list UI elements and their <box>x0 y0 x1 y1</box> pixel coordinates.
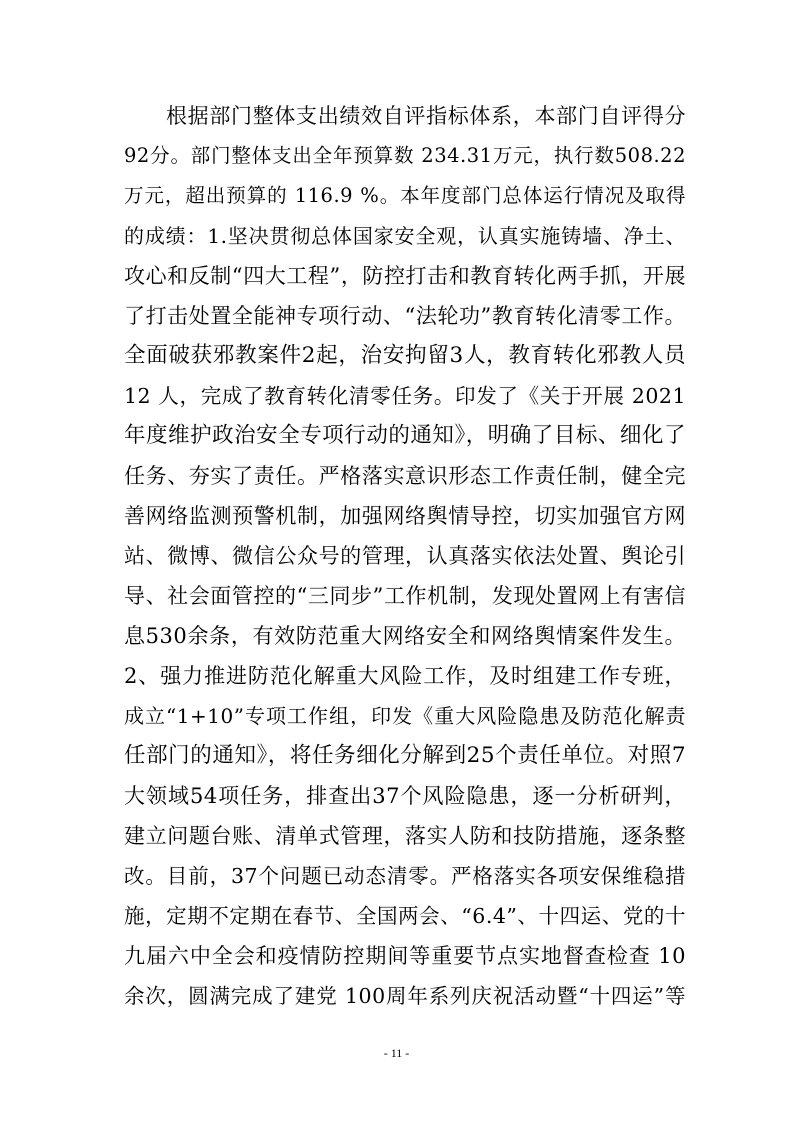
text-line: 施，定期不定期在春节、全国两会、“6.4”、十四运、党的十 <box>124 904 686 928</box>
text-line: 任务、夯实了责任。严格落实意识形态工作责任制，健全完 <box>124 464 686 488</box>
text-line: 万元，超出预算的 116.9 %。本年度部门总体运行情况及取得 <box>124 184 686 207</box>
text-line: 大领域54项任务，排查出37个风险隐患，逐一分析研判， <box>124 784 686 808</box>
text-line: 善网络监测预警机制，加强网络舆情导控，切实加强官方网 <box>124 504 686 528</box>
text-line: 九届六中全会和疫情防控期间等重要节点实地督查检查 10 <box>124 944 686 968</box>
text-line: 余次，圆满完成了建党 100周年系列庆祝活动暨“十四运”等 <box>124 984 686 1008</box>
text-line: 站、微博、微信公众号的管理，认真落实依法处置、舆论引 <box>124 544 686 568</box>
text-line: 年度维护政治安全专项行动的通知》，明确了目标、细化了 <box>124 423 686 448</box>
text-line: 导、社会面管控的“三同步”工作机制，发现处置网上有害信 <box>124 584 686 608</box>
text-line: 的成绩：1.坚决贯彻总体国家安全观，认真实施铸墙、净土、 <box>124 224 686 248</box>
text-line: 息530余条，有效防范重大网络安全和网络舆情案件发生。 <box>124 624 686 648</box>
text-line: 建立问题台账、清单式管理，落实人防和技防措施，逐条整 <box>124 824 686 848</box>
text-line: 根据部门整体支出绩效自评指标体系，本部门自评得分 <box>166 104 686 128</box>
text-line: 改。目前，37个问题已动态清零。严格落实各项安保维稳措 <box>124 864 686 888</box>
text-line: 任部门的通知》，将任务细化分解到25个责任单位。对照7 <box>124 743 686 768</box>
page-number: - 11 - <box>383 1046 410 1060</box>
text-line: 2、强力推进防范化解重大风险工作，及时组建工作专班， <box>124 664 686 688</box>
text-line: 12 人，完成了教育转化清零任务。印发了《关于开展 2021 <box>124 384 686 408</box>
text-line: 成立“1+10”专项工作组，印发《重大风险隐患及防范化解责 <box>124 704 686 728</box>
text-line: 攻心和反制“四大工程”，防控打击和教育转化两手抓，开展 <box>124 264 686 288</box>
text-line: 了打击处置全能神专项行动、“法轮功”教育转化清零工作。 <box>124 304 686 328</box>
text-line: 92分。部门整体支出全年预算数 234.31万元，执行数508.22 <box>124 144 686 167</box>
text-line: 全面破获邪教案件2起，治安拘留3人，教育转化邪教人员 <box>124 343 686 368</box>
